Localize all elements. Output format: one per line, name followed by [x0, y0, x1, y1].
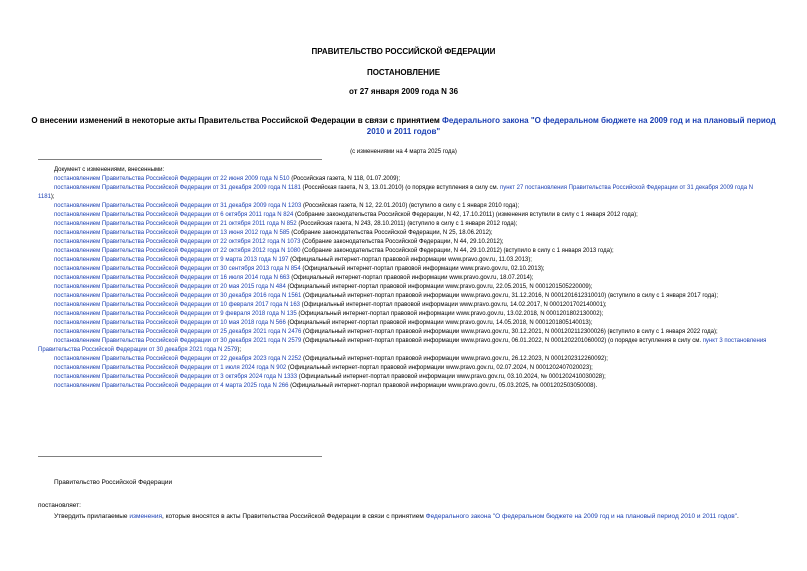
change-source-text: (Российская газета, N 243, 28.10.2011) (вступило в силу с 1 января 2012 года); [296, 221, 518, 227]
top-divider [38, 159, 322, 160]
change-source-text: (Собрание законодательства Российской Федерации, N 25, 18.06.2012); [289, 230, 493, 236]
change-link[interactable]: постановлением Правительства Российской Федерации от 6 октября 2011 года N 824 [54, 212, 294, 218]
change-link[interactable]: постановлением Правительства Российской Федерации от 22 октября 2012 года N 1080 [54, 248, 301, 254]
change-source-text: (Официальный интернет-портал правовой информации www.pravo.gov.ru, 26.12.2023, N 0001202312260092); [301, 356, 608, 362]
change-ref-suffix: ); [50, 194, 55, 200]
change-source-text: (Российская газета, N 3, 13.01.2010) (о порядке вступления в силу см. [300, 185, 500, 191]
change-link[interactable]: постановлением Правительства Российской Федерации от 10 февраля 2017 года N 163 [54, 302, 300, 308]
change-link[interactable]: постановлением Правительства Российской Федерации от 30 сентября 2013 года N 854 [54, 266, 301, 272]
change-item [38, 373, 770, 382]
change-source-text: (Собрание законодательства Российской Федерации, N 42, 17.10.2011) (изменения вступили в силу с 1 января 2012 года); [293, 212, 638, 218]
change-source-text: (Официальный интернет-портал правовой информации www.pravo.gov.ru, 11.03.2013); [288, 257, 532, 263]
change-ref-link[interactable]: пункт 3 постановления Правительства Российской Федерации от 30 декабря 2021 года N 2579 [38, 338, 767, 353]
change-link[interactable]: постановлением Правительства Российской Федерации от 31 декабря 2009 года N 1181 [54, 185, 301, 191]
change-source-text: (Официальный интернет-портал правовой информации www.pravo.gov.ru, 02.10.2013); [300, 266, 545, 272]
document-date-number: от 27 января 2009 года N 36 [348, 87, 459, 96]
change-source-text: (Официальный интернет-портал правовой информации www.pravo.gov.ru, 22.05.2015, N 0001201505220009); [285, 284, 593, 290]
bottom-divider [38, 456, 322, 457]
change-source-text: (Официальный интернет-портал правовой информации www.pravo.gov.ru, 30.12.2021, N 0001202112300026) (вступило в силу с 1 января 2022 года); [301, 329, 718, 335]
change-link[interactable]: постановлением Правительства Российской Федерации от 10 мая 2018 года N 566 [54, 320, 286, 326]
approve-suffix: . [736, 513, 739, 520]
change-link[interactable]: постановлением Правительства Российской Федерации от 9 февраля 2018 года N 135 [54, 311, 297, 317]
change-item [38, 310, 770, 319]
change-ref-link[interactable]: пункт 27 постановления Правительства Российской Федерации от 31 декабря 2009 года N 1181 [38, 185, 754, 200]
change-source-text: (Официальный интернет-портал правовой информации www.pravo.gov.ru, 06.01.2022, N 0001202201060002) (о порядке вступления в силу см. [301, 338, 703, 344]
document-title [30, 115, 777, 137]
decrees-line: постановляет: [38, 502, 81, 509]
change-item [38, 337, 770, 355]
change-source-text: (Собрание законодательства Российской Федерации, N 44, 29.10.2012) (вступило в силу с 1 января 2013 года); [300, 248, 614, 254]
change-link[interactable]: постановлением Правительства Российской Федерации от 22 июня 2009 года N 510 [54, 176, 290, 182]
change-item [38, 184, 770, 202]
change-item [38, 175, 770, 184]
change-item [38, 265, 770, 274]
approve-mid: , которые вносятся в акты Правительства Российской Федерации в связи с принятием [162, 513, 426, 520]
change-link[interactable]: постановлением Правительства Российской Федерации от 9 марта 2013 года N 197 [54, 257, 289, 263]
change-item [38, 202, 770, 211]
change-link[interactable]: постановлением Правительства Российской Федерации от 22 декабря 2023 года N 2252 [54, 356, 302, 362]
change-item [38, 355, 770, 364]
title-federal-law-link[interactable]: Федерального закона "О федеральном бюджете на 2009 год и на плановый период 2010 и 2011 годов" [366, 116, 776, 136]
change-source-text: (Официальный интернет-портал правовой информации www.pravo.gov.ru, 14.05.2018, N 0001201805140013); [285, 320, 593, 326]
change-link[interactable]: постановлением Правительства Российской Федерации от 31 декабря 2009 года N 1203 [54, 203, 302, 209]
change-source-text: (Официальный интернет-портал правовой информации www.pravo.gov.ru, 14.02.2017, N 0001201702140001); [300, 302, 607, 308]
change-source-text: (Официальный интернет-портал правовой информации www.pravo.gov.ru, 03.10.2024, № 0001202410030028); [297, 374, 606, 380]
change-link[interactable]: постановлением Правительства Российской Федерации от 30 декабря 2021 года N 2579 [54, 338, 302, 344]
approve-prefix: Утвердить прилагаемые [54, 513, 130, 520]
approve-federal-law-link[interactable]: Федерального закона "О федеральном бюджете на 2009 год и на плановый период 2010 и 2011 годов" [425, 513, 737, 520]
change-item [38, 238, 770, 247]
changes-intro: Документ с изменениями, внесенными: [54, 167, 165, 173]
change-item [38, 319, 770, 328]
change-source-text: (Официальный интернет-портал правовой информации www.pravo.gov.ru, 13.02.2018, N 0001201802130002); [296, 311, 604, 317]
change-source-text: (Собрание законодательства Российской Федерации, N 44, 29.10.2012); [300, 239, 504, 245]
change-source-text: (Официальный интернет-портал правовой информации www.pravo.gov.ru, 31.12.2016, N 0001201612310010) (вступило в силу с 1 января 2017 года); [301, 293, 719, 299]
change-source-text: (Российская газета, N 118, 01.07.2009); [289, 176, 401, 182]
change-link[interactable]: постановлением Правительства Российской Федерации от 20 мая 2015 года N 484 [54, 284, 286, 290]
changes-list [38, 166, 770, 391]
change-link[interactable]: постановлением Правительства Российской Федерации от 4 марта 2025 года N 266 [54, 383, 289, 389]
change-item [38, 247, 770, 256]
change-item [38, 292, 770, 301]
change-link[interactable]: постановлением Правительства Российской Федерации от 25 декабря 2021 года N 2476 [54, 329, 302, 335]
change-ref-suffix: ); [237, 347, 242, 353]
change-link[interactable]: постановлением Правительства Российской Федерации от 30 декабря 2016 года N 1561 [54, 293, 302, 299]
change-link[interactable]: постановлением Правительства Российской Федерации от 16 июля 2014 года N 663 [54, 275, 290, 281]
change-item [38, 220, 770, 229]
change-source-text: (Российская газета, N 12, 22.01.2010) (вступило в силу с 1 января 2010 года); [301, 203, 520, 209]
change-link[interactable]: постановлением Правительства Российской Федерации от 21 октября 2011 года N 852 [54, 221, 297, 227]
change-item [38, 229, 770, 238]
change-item [38, 301, 770, 310]
government-heading: ПРАВИТЕЛЬСТВО РОССИЙСКОЙ ФЕДЕРАЦИИ [311, 47, 496, 56]
change-item [38, 364, 770, 373]
change-source-text: (Официальный интернет-портал правовой информации www.pravo.gov.ru, 05.03.2025, № 0001202503050008). [288, 383, 598, 389]
document-kind-heading: ПОСТАНОВЛЕНИЕ [366, 68, 441, 77]
edition-note: (с изменениями на 4 марта 2025 года) [350, 149, 457, 155]
change-item [38, 211, 770, 220]
change-link[interactable]: постановлением Правительства Российской Федерации от 1 июля 2024 года N 902 [54, 365, 287, 371]
change-link[interactable]: постановлением Правительства Российской Федерации от 13 июня 2012 года N 585 [54, 230, 290, 236]
change-item [38, 328, 770, 337]
change-item [38, 382, 770, 391]
changes-link[interactable]: изменения [129, 513, 162, 520]
change-item [38, 274, 770, 283]
change-source-text: (Официальный интернет-портал правовой информации www.pravo.gov.ru, 18.07.2014); [289, 275, 534, 281]
document-title-text: О внесении изменений в некоторые акты Правительства Российской Федерации в связи с принятием [31, 116, 443, 125]
change-item [38, 256, 770, 265]
change-source-text: (Официальный интернет-портал правовой информации www.pravo.gov.ru, 02.07.2024, N 0001202407020023); [286, 365, 593, 371]
change-item [38, 283, 770, 292]
approve-paragraph [38, 512, 770, 521]
signer-line: Правительство Российской Федерации [54, 479, 173, 486]
change-link[interactable]: постановлением Правительства Российской Федерации от 3 октября 2024 года N 1333 [54, 374, 298, 380]
change-link[interactable]: постановлением Правительства Российской Федерации от 22 октября 2012 года N 1073 [54, 239, 301, 245]
changes-items [38, 175, 770, 391]
